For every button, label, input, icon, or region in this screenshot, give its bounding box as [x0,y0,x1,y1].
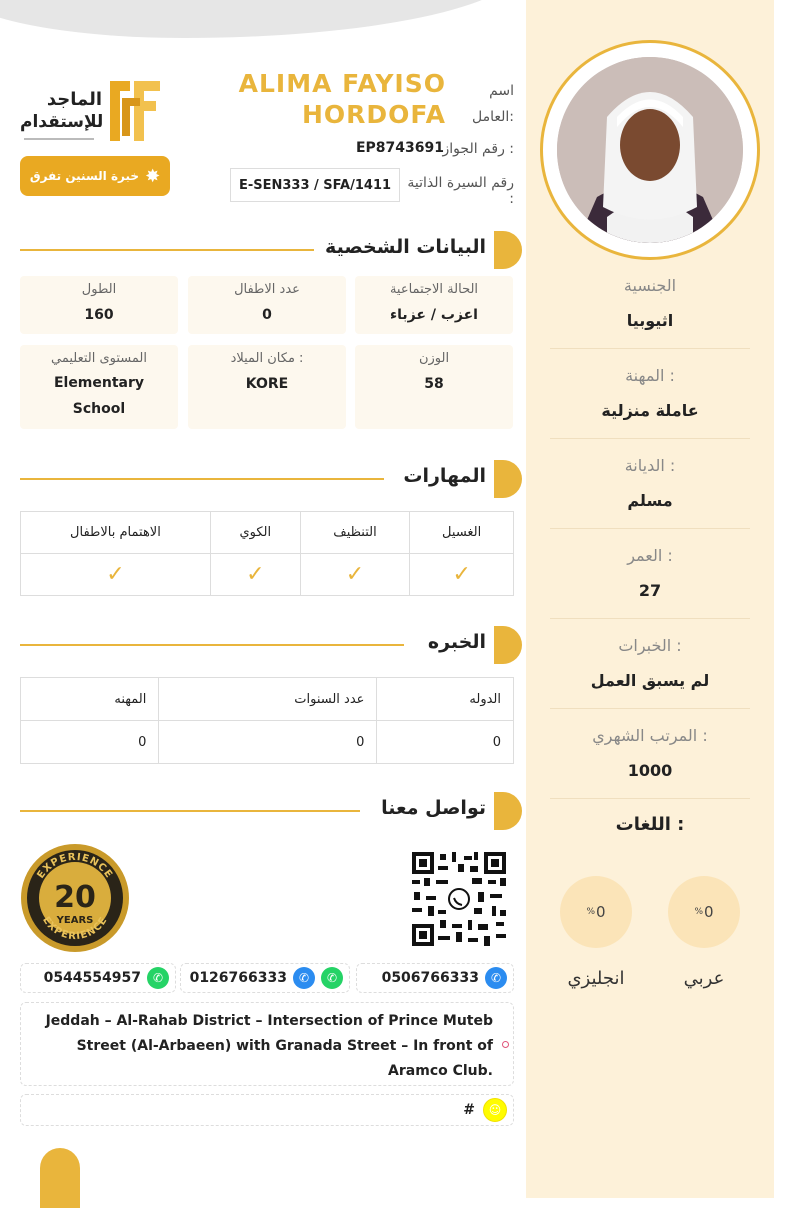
salary-value: 1000 [627,761,673,780]
checkmark-icon: ✓ [106,562,125,587]
religion-label: الديانة : [624,456,676,475]
logo-name: الماجد [46,89,102,110]
address-box [20,1002,514,1086]
experience-section-title: الخبره [427,631,486,653]
skill-cleaning-header: التنظيف [300,512,410,554]
worker-photo [557,57,743,243]
divider [550,798,750,799]
section-tab [494,231,522,269]
country-cell: 0 [377,721,514,764]
skill-childcare-check [21,554,211,596]
section-rule [20,810,360,812]
skill-washing-header: الغسيل [410,512,514,554]
phone-entry[interactable] [180,963,350,993]
company-logo [20,72,170,152]
salary-label: المرتب الشهري : [592,726,708,745]
card-value: 0 [262,307,272,323]
section-rule [20,478,384,480]
card-label: الطول [81,282,117,297]
svg-text:EXPERIENCE: EXPERIENCE [40,914,110,943]
tagline-text: خبرة السنين تفرق [29,169,140,183]
skill-ironing-header: الكوي [210,512,300,554]
experience-value: لم يسبق العمل [590,671,710,690]
marital-status-card [355,276,513,334]
age-value: 27 [638,581,662,600]
whatsapp-icon: ✆ [147,967,169,989]
divider [550,348,750,349]
weight-card [355,345,513,429]
snapchat-handle[interactable]: # [463,1102,475,1118]
sparkle-icon: ✸ [145,165,161,187]
snapchat-icon: ☺ [483,1098,507,1122]
card-label: عدد الاطفال [234,282,300,297]
profession-header: المهنه [21,678,159,721]
section-tab [494,792,522,830]
skill-ironing-check [210,554,300,596]
checkmark-icon: ✓ [345,562,365,587]
phone-icon: ✆ [293,967,315,989]
language-english-name: انجليزي [567,968,625,989]
children-card [188,276,346,334]
skill-childcare-header: الاهتمام بالاطفال [21,512,211,554]
divider [550,708,750,709]
card-label: المستوى التعليمي [51,351,147,366]
section-rule [20,644,404,646]
snapchat-entry[interactable] [20,1094,514,1126]
svg-text:20: 20 [54,880,96,915]
header-decoration [0,0,520,38]
card-label: الوزن [418,351,450,366]
card-value: 160 [84,307,114,323]
cv-number-label: رقم السيرة الذاتية : [407,175,514,207]
personal-section-title: البيانات الشخصية [325,236,486,258]
phone-number[interactable]: 0544554957 [43,970,141,986]
phone-entry[interactable] [356,963,514,993]
contact-section-title: تواصل معنا [381,797,486,819]
location-icon [502,1041,509,1048]
logo-subname: للإستقدام [20,112,104,132]
years-header: عدد السنوات [159,678,377,721]
footer-tab [40,1148,80,1208]
phone-icon: ✆ [485,967,507,989]
nationality-value: اثيوبيا [626,311,674,330]
phone-entry[interactable] [20,963,176,993]
svg-text:YEARS: YEARS [56,915,94,926]
tagline-badge [20,156,170,196]
religion-value: مسلم [627,491,673,510]
whatsapp-icon: ✆ [321,967,343,989]
skill-cleaning-check [300,554,410,596]
qr-code[interactable] [412,852,506,946]
section-rule [20,249,314,251]
skills-section-title: المهارات [403,465,486,487]
logo-rule [24,138,94,140]
card-value: Elementary School [53,375,145,417]
logo-mark-icon [100,76,170,146]
divider [550,528,750,529]
languages-title: اللغات : [615,814,685,835]
phone-number[interactable]: 0126766333 [189,970,287,986]
years-cell: 0 [159,721,377,764]
checkmark-icon: ✓ [452,562,471,587]
worker-name-label: اسم العامل: [472,83,514,125]
card-label: الحالة الاجتماعية [389,282,479,297]
profession-value: عاملة منزلية [601,401,699,420]
language-arabic-name: عربي [683,968,725,989]
card-value: KORE [245,376,289,392]
card-value: 58 [424,376,444,392]
card-value: اعزب / عزباء [390,307,478,323]
country-header: الدوله [377,678,514,721]
profession-label: المهنة : [625,366,675,385]
section-tab [494,460,522,498]
svg-text:EXPERIENCE: EXPERIENCE [35,851,115,881]
language-arabic-level: % 0 [668,876,740,948]
experience-label: الخبرات : [618,636,682,655]
language-english-level: % 0 [560,876,632,948]
passport-label: رقم الجواز : [442,141,514,157]
worker-name: ALIMA FAYISO HORDOFA [238,69,446,129]
experience-seal [20,843,130,953]
card-label: مكان الميلاد : [230,351,304,366]
divider [550,438,750,439]
phone-number[interactable]: 0506766333 [381,970,479,986]
birthplace-card [188,345,346,429]
height-card [20,276,178,334]
experience-table [20,677,514,764]
checkmark-icon: ✓ [246,562,265,587]
nationality-label: الجنسية [623,276,677,295]
education-card [20,345,178,429]
address-text: Jeddah – Al-Rahab District – Intersection of Prince Muteb Street (Al-Arbaeen) with Granada Street – In front of Aramco Club. [45,1013,493,1079]
cv-number: E-SEN333 / SFA/1411 [230,168,400,202]
profession-cell: 0 [21,721,159,764]
skills-table [20,511,514,596]
divider [550,618,750,619]
skill-washing-check [410,554,514,596]
section-tab [494,626,522,664]
passport-number: EP8743691 [355,140,444,156]
age-label: العمر : [627,546,673,565]
